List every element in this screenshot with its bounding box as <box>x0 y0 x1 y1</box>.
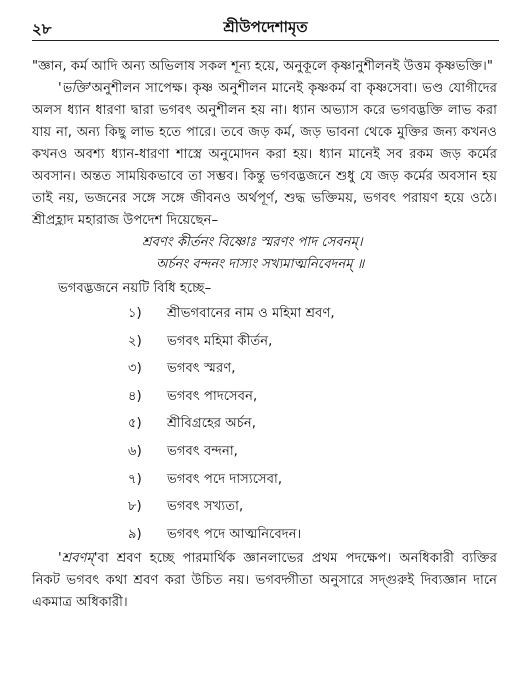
list-item-text: ভগবৎ স্মরণ, <box>167 361 236 377</box>
page-number: ২৮ <box>32 20 52 38</box>
list-item <box>32 521 497 549</box>
vidhi-list <box>32 300 497 548</box>
list-item <box>32 300 497 328</box>
list-item <box>32 438 497 466</box>
running-title: শ্রীউপদেশামৃত <box>223 18 308 36</box>
bhakti-term: 'ভক্তি' <box>58 81 92 96</box>
list-item-number: ১) <box>128 306 142 321</box>
list-item-text: ভগবৎ পাদসেবন, <box>167 388 258 404</box>
list-item-text: ভগবৎ মহিমা কীর্তন, <box>167 333 273 349</box>
list-intro: ভগবদ্ভজনে নয়টি বিধি হচ্ছে– <box>58 281 212 296</box>
bhakti-text: অনুশীলন সাপেক্ষ। কৃষ্ণ অনুশীলন মানেই কৃষ্ণকর্ম বা কৃষ্ণসেবা। ভণ্ড যোগীদের অলস ধ্যান ধারণা দ্বারা ভগবৎ অনুশীলন হয় না। ধ্যান অভ্যাস করে ভগবদ্ভক্তি লাভ করা যায় না, অন্য কিছু লাভ হতে পারে। তবে জড় কর্ম, জড় ভাবনা থেকে মুক্তির জন্য কখনও কখনও অবশ্য ধ্যান-ধারণা শাস্ত্রে অনুমোদন করা হয়। ধ্যান মানেই সব রকম জড় কর্মের অবসান। অন্তত সাময়িকভাবে তা সম্ভব। কিন্তু ভগবদ্ভজনে শুধু যে জড় কর্মের অবসান হয় তাই নয়, ভজনের সঙ্গে সঙ্গে জীবনও অর্থপূর্ণ, শুদ্ধ ভক্তিময়, ভগবৎ পরায়ণ হয়ে ওঠে। শ্রীপ্রহ্লাদ মহারাজ উপদেশ দিয়েছেন– <box>32 81 497 228</box>
verse-line-2: অর্চনং বন্দনং দাস্যং সখ্যমাত্মনিবেদনম্ ॥ <box>156 257 365 272</box>
list-item <box>32 466 497 494</box>
bhakti-paragraph <box>32 78 497 232</box>
list-item-number: ৭) <box>128 471 142 487</box>
list-item-text: ভগবৎ বন্দনা, <box>167 443 238 459</box>
list-item <box>32 410 497 438</box>
list-item-number: ২) <box>128 333 142 349</box>
list-item-number: ৩) <box>128 361 142 377</box>
list-item-number: ৪) <box>128 388 142 404</box>
list-item-number: ৫) <box>128 416 142 432</box>
page-header <box>32 12 499 41</box>
list-item <box>32 493 497 521</box>
list-item-number: ৬) <box>128 443 142 459</box>
list-item-text: শ্রীভগবানের নাম ও মহিমা শ্রবণ, <box>167 306 335 321</box>
list-item-text: ভগবৎ পদে আত্মনিবেদন। <box>167 526 302 542</box>
quote-paragraph: "জ্ঞান, কর্ম আদি অন্য অভিলাষ সকল শূন্য হয়ে, অনুকূলে কৃষ্ণানুশীলনই উত্তম কৃষ্ণভক্তি।" <box>32 59 493 74</box>
list-item-text: ভগবৎ সখ্যতা, <box>167 499 244 515</box>
list-item-text: ভগবৎ পদে দাস্যসেবা, <box>167 471 283 487</box>
page-body <box>32 56 497 614</box>
list-item-number: ৯) <box>128 526 142 542</box>
verse-line-1: শ্রবণং কীর্তনং বিষ্ণোঃ স্মরণং পাদ সেবনম্। <box>142 235 363 250</box>
list-item <box>32 328 497 356</box>
list-item <box>32 383 497 411</box>
shravanam-term: 'শ্রবণম্' <box>58 551 98 567</box>
shravanam-paragraph <box>32 548 497 614</box>
list-item <box>32 355 497 383</box>
list-item-number: ৮) <box>128 499 142 515</box>
list-item-text: শ্রীবিগ্রহের অর্চন, <box>167 416 256 432</box>
shravanam-text: বা শ্রবণ হচ্ছে পারমার্থিক জ্ঞানলাভের প্রথম পদক্ষেপ। অনধিকারী ব্যক্তির নিকট ভগবৎ কথা শ্রবণ করা উচিত নয়। ভগবদ্গীতা অনুসারে সদ্গুরুই দিব্যজ্ঞান দানে একমাত্র অধিকারী। <box>32 551 497 611</box>
